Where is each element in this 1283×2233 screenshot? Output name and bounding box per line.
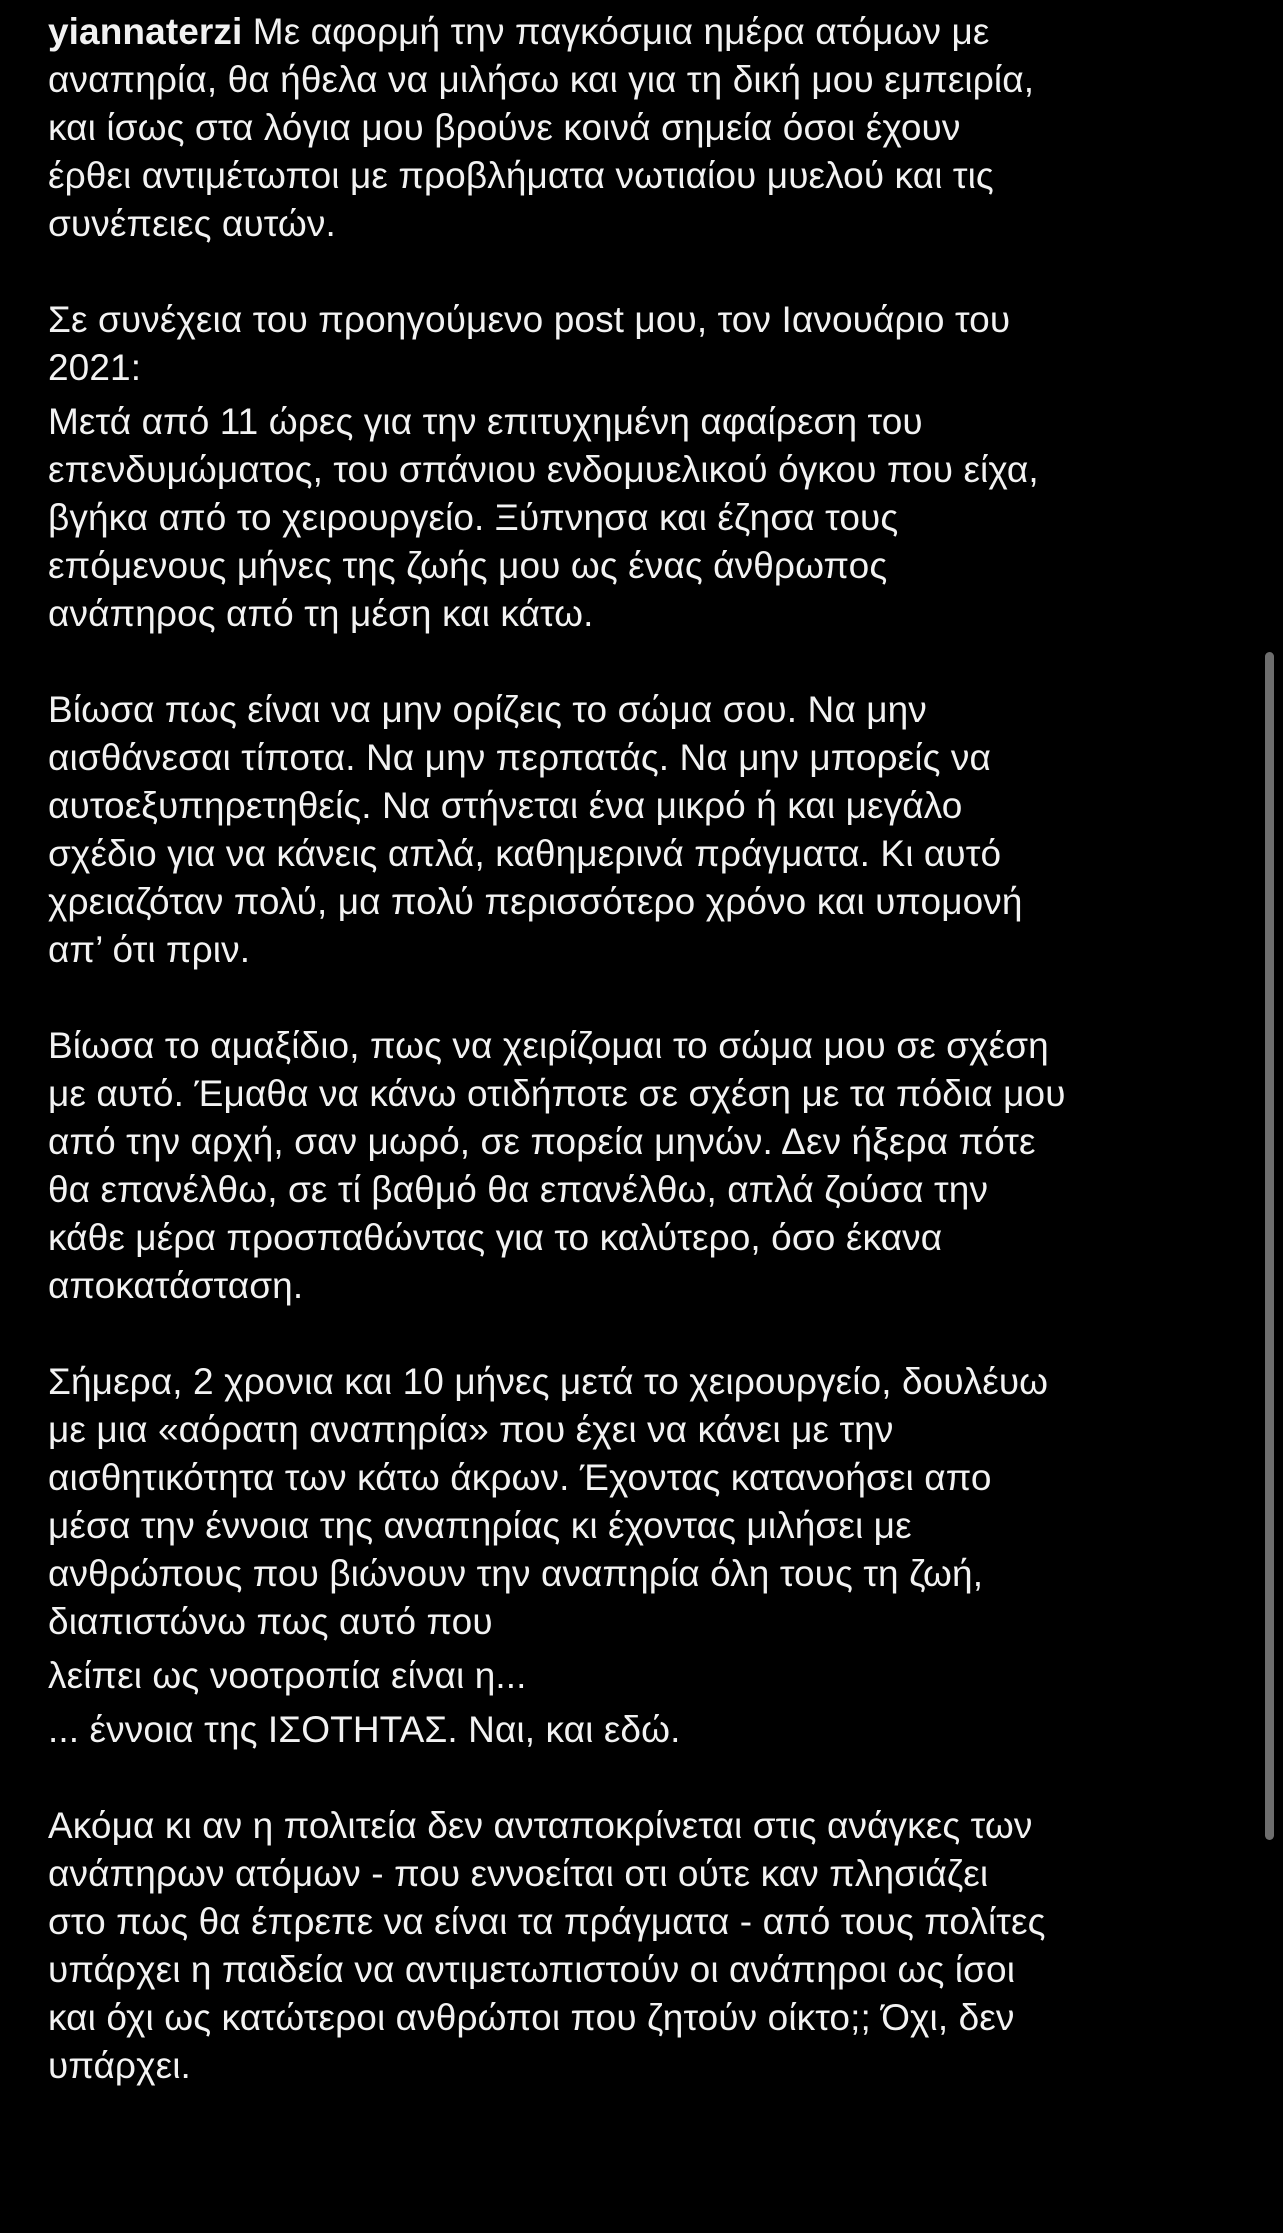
caption-line	[48, 56, 1238, 104]
caption-line	[48, 1022, 1238, 1070]
caption-text: υπάρχει η παιδεία να αντιμετωπιστούν οι ανάπηροι ως ίσοι	[48, 1949, 1016, 1990]
caption-line	[48, 926, 1238, 974]
caption-text: έρθει αντιμέτωποι με προβλήματα νωτιαίου μυελού και τις	[48, 155, 994, 196]
caption-line	[48, 590, 1238, 638]
username-link[interactable]: yiannaterzi	[48, 11, 243, 52]
caption-text: συνέπειες αυτών.	[48, 203, 336, 244]
caption-line	[48, 1070, 1238, 1118]
caption-line	[48, 494, 1238, 542]
caption-text: από την αρχή, σαν μωρό, σε πορεία μηνών. Δεν ήξερα πότε	[48, 1121, 1036, 1162]
paragraph-gap	[48, 1310, 1238, 1358]
caption-line	[48, 398, 1238, 446]
caption-line	[48, 1406, 1238, 1454]
caption-line	[48, 152, 1238, 200]
paragraph-gap	[48, 638, 1238, 686]
caption-text: επόμενους μήνες της ζωής μου ως ένας άνθρωπος	[48, 545, 888, 586]
caption-line	[48, 1214, 1238, 1262]
caption-text: λείπει ως νοοτροπία είναι η...	[48, 1655, 527, 1696]
caption-text: Σε συνέχεια του προηγούμενο post μου, τον Ιανουάριο του	[48, 299, 1011, 340]
caption-line	[48, 1550, 1238, 1598]
caption-line	[48, 542, 1238, 590]
caption-text: Μετά από 11 ώρες για την επιτυχημένη αφαίρεση του	[48, 401, 923, 442]
caption-line	[48, 1166, 1238, 1214]
caption-text: αναπηρία, θα ήθελα να μιλήσω και για τη δική μου εμπειρία,	[48, 59, 1035, 100]
caption-line	[48, 1454, 1238, 1502]
caption-text: Ακόμα κι αν η πολιτεία δεν ανταποκρίνεται στις ανάγκες των	[48, 1805, 1033, 1846]
caption-text: Βίωσα πως είναι να μην ορίζεις το σώμα σου. Να μην	[48, 689, 927, 730]
post-caption	[48, 8, 1238, 2090]
caption-line	[48, 1802, 1238, 1850]
caption-text: ανάπηρος από τη μέση και κάτω.	[48, 593, 594, 634]
caption-line	[48, 782, 1238, 830]
caption-text: θα επανέλθω, σε τί βαθμό θα επανέλθω, απλά ζούσα την	[48, 1169, 989, 1210]
caption-text: με αυτό. Έμαθα να κάνω οτιδήποτε σε σχέση με τα πόδια μου	[48, 1073, 1066, 1114]
caption-line	[48, 1946, 1238, 1994]
caption-text: αυτοεξυπηρετηθείς. Να στήνεται ένα μικρό ή και μεγάλο	[48, 785, 963, 826]
caption-text: σχέδιο για να κάνεις απλά, καθημερινά πράγματα. Κι αυτό	[48, 833, 1002, 874]
scrollbar-thumb[interactable]	[1265, 652, 1274, 1840]
caption-line	[48, 1652, 1238, 1700]
caption-text: αισθητικότητα των κάτω άκρων. Έχοντας κατανοήσει απο	[48, 1457, 992, 1498]
caption-line	[48, 1118, 1238, 1166]
caption-text: μέσα την έννοια της αναπηρίας κι έχοντας μιλήσει με	[48, 1505, 912, 1546]
caption-line	[48, 2042, 1238, 2090]
caption-line	[48, 104, 1238, 152]
caption-line	[48, 1262, 1238, 1310]
caption-text: χρειαζόταν πολύ, μα πολύ περισσότερο χρόνο και υπομονή	[48, 881, 1023, 922]
caption-text: απ’ ότι πριν.	[48, 929, 251, 970]
caption-text: και ίσως στα λόγια μου βρούνε κοινά σημεία όσοι έχουν	[48, 107, 961, 148]
caption-text: και όχι ως κατώτεροι ανθρώποι που ζητούν οίκτο;; Όχι, δεν	[48, 1997, 1015, 2038]
caption-line	[48, 1358, 1238, 1406]
caption-text: διαπιστώνω πως αυτό που	[48, 1601, 493, 1642]
caption-line	[48, 1850, 1238, 1898]
caption-line	[48, 344, 1238, 392]
caption-text: Με αφορμή την παγκόσμια ημέρα ατόμων με	[242, 11, 990, 52]
caption-line	[48, 686, 1238, 734]
caption-text: αισθάνεσαι τίποτα. Να μην περπατάς. Να μην μπορείς να	[48, 737, 991, 778]
caption-text: 2021:	[48, 347, 142, 388]
caption-line	[48, 1502, 1238, 1550]
paragraph-gap	[48, 248, 1238, 296]
caption-line	[48, 1898, 1238, 1946]
caption-text: ... έννοια της ΙΣΟΤΗΤΑΣ. Ναι, και εδώ.	[48, 1709, 681, 1750]
caption-line	[48, 734, 1238, 782]
caption-text: ανάπηρων ατόμων - που εννοείται οτι ούτε καν πλησιάζει	[48, 1853, 989, 1894]
caption-line	[48, 1706, 1238, 1754]
caption-text: κάθε μέρα προσπαθώντας για το καλύτερο, όσο έκανα	[48, 1217, 943, 1258]
caption-line	[48, 8, 1238, 56]
caption-line	[48, 200, 1238, 248]
caption-line	[48, 446, 1238, 494]
caption-text: επενδυμώματος, του σπάνιου ενδομυελικού όγκου που είχα,	[48, 449, 1039, 490]
caption-text: στο πως θα έπρεπε να είναι τα πράγματα - από τους πολίτες	[48, 1901, 1046, 1942]
caption-line	[48, 1994, 1238, 2042]
caption-text: αποκατάσταση.	[48, 1265, 304, 1306]
paragraph-gap	[48, 974, 1238, 1022]
caption-text: βγήκα από το χειρουργείο. Ξύπνησα και έζησα τους	[48, 497, 899, 538]
paragraph-gap	[48, 1754, 1238, 1802]
caption-text: υπάρχει.	[48, 2045, 191, 2086]
caption-line	[48, 1598, 1238, 1646]
caption-line	[48, 878, 1238, 926]
caption-text: Βίωσα το αμαξίδιο, πως να χειρίζομαι το σώμα μου σε σχέση	[48, 1025, 1049, 1066]
caption-text: με μια «αόρατη αναπηρία» που έχει να κάνει με την	[48, 1409, 894, 1450]
caption-text: Σήμερα, 2 χρονια και 10 μήνες μετά το χειρουργείο, δουλέυω	[48, 1361, 1049, 1402]
caption-text: ανθρώπους που βιώνουν την αναπηρία όλη τους τη ζωή,	[48, 1553, 984, 1594]
caption-line	[48, 296, 1238, 344]
caption-line	[48, 830, 1238, 878]
